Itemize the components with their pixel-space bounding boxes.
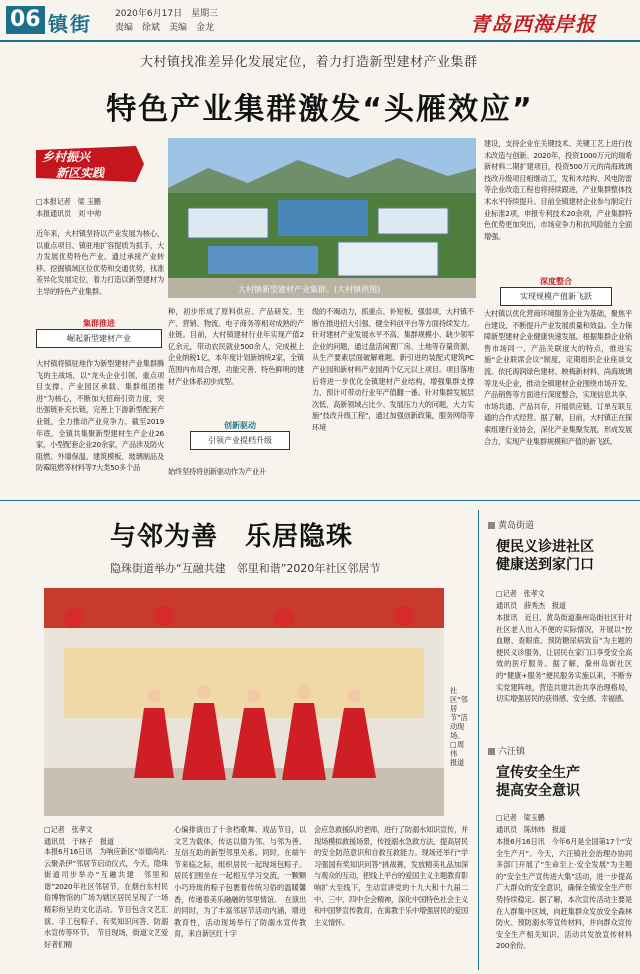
section-divider bbox=[0, 500, 640, 501]
badge-line2: 新区实践 bbox=[56, 166, 105, 180]
photo-side-caption: 社区“邻居节”活动现场。□周伟 报道 bbox=[450, 686, 468, 767]
editor-line: 责编 徐斌 美编 金龙 bbox=[115, 23, 215, 33]
article2-col3: 会应急救援队的老师，进行了防溺水知识宣传，并现场模拟救援场景，传授溺水急救方法，提高居民的安全防范意识和自救互救能力。现场还举行“学习强国有奖知识问答”挑战赛，发放精美礼品加深与观众的互动，把线上平台的爱国主义主题教育影响扩大至线下，生动宣讲党的十九大和十九届二中、三中、四中全会精神，深化中国特色社会主义和中国梦宣传教育，在寓教于乐中增强居民的爱国主义情怀。 bbox=[314, 825, 468, 927]
article3-headline bbox=[496, 538, 594, 574]
byline-reporter: □记者 张孝文 bbox=[44, 825, 93, 834]
article4-headline bbox=[496, 764, 580, 800]
subhead-label: 集群推进 bbox=[83, 319, 115, 328]
section-name: 镇街 bbox=[48, 12, 92, 36]
badge-line1: 乡村振兴 bbox=[42, 150, 91, 164]
factory-aerial-icon bbox=[168, 138, 476, 298]
byline-reporter: □记者 梁玉鹏 bbox=[496, 813, 545, 822]
article4-body: 本报6月16日讯 今年6月是全国第17个“安全生产月”。今天，六汪镇社会治理办协同多部门开展了“生命至上·安全发展”为主题的“安全生产宣传进大集”活动，进一步提高广大群众的安全意识，确保全镇安全生产形势持续稳定。据了解，本次宣传活动主要是在人群集中区域，向赶集群众发放安全森林防火、预防溺水等宣传材料，并向群众宣传安全生产相关知识。活动共发放宣传材料200余份。 bbox=[496, 837, 632, 951]
article2-col1: 本报6月16日讯 为响应新区“崇德尚礼·云聚杀伊”邻居节启动仪式，今天，隐珠街道司步举办“互融共建 邻里和谐”2020年社区邻居节，在烟台东村民俗博物馆的广场为辖区居民呈现了一场精彩纷呈的文化活动。节目包含文艺汇演、手工包粽子、有奖知识问答、防溺水宣传等环节。 节目现场，街道文艺爱好者们精 bbox=[44, 847, 168, 949]
subhead-integration bbox=[500, 276, 612, 306]
byline-correspondent: 本报通讯员 刘 中帅 bbox=[36, 208, 101, 218]
byline-reporter: □记者 张孝文 bbox=[496, 589, 545, 598]
article2-col2: 心编排演出了十余档歌舞、戏品节目，以文艺为载体，传达以德为邻、与邻为善、互信互助的新型邻里关系。同时，在端午节来临之际，组织居民一起现场包粽子。居民们围坐在一起相互学习交流，一颗颗小巧玲珑的粽子包裹着传统习俗的温暖馨香，传递着美乐融融的邻里情谊。 在演出的同时，为了丰富邻居节活动内涵，增进教育性，活动现场举行了防溺水宣传教育，来自新区红十字 bbox=[174, 825, 306, 939]
article1-byline bbox=[36, 196, 156, 219]
article1-col2: 种，初步形成了原料供应、产品研发、生产、营销、物流、电子商务等相对成熟的产业链。目前，大村镇建材行业年实现产值2亿余元，带动农民就业500余人，完成税上企业纳税1亿，本年度计划新纳统2家，全镇范围内布局合理、功能完善、特色鲜明的建材产业体系初步成型。 bbox=[168, 307, 304, 386]
subhead-cluster bbox=[36, 318, 162, 348]
article1-col1: 大村镇将镇驻地作为新型建材产业集群腾飞的主战场，以“龙头企业引领、重点项目支撑、产业园区承载、集群组团推进”为核心，不断加大招商引资力度，突出强链补充长链，完善上下游新型配套产业链，全力推动产业竞争力。截至2019年底，全镇共集聚新型建材生产企业26家，小型配套企业20余家，产品涉及防火阻燃、外墙保温、建筑模板、玻璃制品及防霉阻燃等材料等7大类50多个品 bbox=[36, 359, 164, 473]
headline-line1: 便民义诊进社区 bbox=[496, 539, 594, 555]
article4-section: 六汪镇 bbox=[488, 744, 525, 757]
subhead-title: 崛起新型建材产业 bbox=[36, 329, 162, 348]
square-bullet-icon bbox=[488, 522, 495, 529]
article1-col4: 建设，支持企业在关键技术、关键工艺上进行技术改造与创新。2020年，投资1000万元的瑞希新材料二期扩建项目，投资500万元的尚海玻璃技改升级项目相继动工，发和木结构、风电防雷等企业改造工程也将持续跟进，产业集群整体技术水平持续提升。目前全镇建材企业参与制定行业标准2项，申报专利技术20余项，产业集群特色优势更加突出，市场竞争力和抗风险能力全面增强。 bbox=[484, 139, 632, 241]
headline-line2: 健康送到家门口 bbox=[496, 557, 594, 573]
article1-deck: 大村镇找准差异化发展定位，着力打造新型建材产业集群 bbox=[140, 55, 478, 70]
article3-body: 本报讯 近日，黄岛街道滁州岛街社区针对社区老人出入不便的实际情况，开展以“控血糖、查眼底、预防糖尿病致盲”为主题的便民义诊服务，让居民在家门口享受安全高效的医疗服务。据了解，滁州岛街社区的“健康+服务”便民服务实施以来，不断夯实党建阵地，营造共建共治共享治理格局，切实增强居民的获得感、安全感、幸福感。 bbox=[496, 613, 632, 704]
rural-revival-badge bbox=[36, 146, 144, 182]
page-number: 06 bbox=[6, 6, 45, 34]
article1-col2b: 始终坚持将创新驱动作为产业升 bbox=[168, 467, 266, 476]
article4-byline bbox=[496, 812, 632, 835]
article2-headline: 与邻为善 乐居隐珠 bbox=[110, 522, 354, 552]
issue-date bbox=[115, 7, 218, 35]
subhead-title: 实现规模产值新飞跃 bbox=[500, 287, 612, 306]
byline-correspondent: 通讯员 薛秀杰 报道 bbox=[496, 600, 566, 610]
article1-col3: 级的不竭动力，抓重点、补短板、强弱项，大村镇不断在推进招大引强、健全科创平台等方面持续发力。针对建材产业发展水平不高、集群规模小、缺少领军企业的问题，通过盘活闲置厂房、土地等存量资源，从生产要素层面破解难题。新引进的装配式建筑PC产业园和新材料产业园两个亿元以上项目。项目落地后将进一步优化全镇建材产业结构，增强集群支撑力，预计可带动行业年产值翻一番。针对集群发展层次低、高新领域占比少、发展压力大的问题，大力实施“技改升级工程”，通过加强创新政策，服务网络等环境 bbox=[312, 307, 474, 432]
byline-correspondent: 通讯员 于林子 报道 bbox=[44, 836, 114, 846]
brand-logo: 青岛西海岸报 bbox=[470, 12, 596, 36]
subhead-innovation bbox=[190, 420, 290, 450]
neighbor-festival-photo bbox=[44, 588, 444, 816]
subhead-label: 深度整合 bbox=[540, 277, 572, 286]
dance-performance-icon bbox=[44, 588, 444, 816]
date-line: 2020年6月17日 星期三 bbox=[115, 9, 219, 19]
article1-headline: 特色产业集群激发“头雁效应” bbox=[106, 92, 534, 127]
industrial-park-photo bbox=[168, 138, 476, 298]
article1-lead: 近年来，大村镇坚持以产业发展为核心，以重点项目、镇驻地扩容提质为抓手，大力发展优势特色产业。通过承接产业转移、挖掘镇域区位优势和交通优势，找准差异化发展定位，着力打造以新型建材为主导的特色产业集群。 bbox=[36, 229, 164, 296]
headline-line1: 宣传安全生产 bbox=[496, 765, 580, 781]
article1-col4b: 大村镇以优化营商环境服务企业为基础，聚焦平台建设，不断提升产业发展质量和效益。全力保障新型建材企业健康快速发展。根据集群企业销售市场同一、产品关联度大的特点，推进实施“企业联席会议”制度，定期组织企业座谈交流。依托海润绿色建材、映梅新材料、尚海玻璃等龙头企业，推动全镇建材企业围绕市场开发、产品销售等方面进行深度整合，实现信息共享、市场共通、产品共存，开展供应链、订单互联互通的合作式经营。据了解，目前，大村镇正在探索组建行业协会，深化产业集聚发展，形成发展合力，实现产业集群规模和产值的新飞跃。 bbox=[484, 309, 632, 446]
article2-deck: 隐珠街道举办“互融共建 邻里和谐”2020年社区邻居节 bbox=[110, 562, 381, 575]
photo-caption: 大村镇新型建材产业集群。(大村镇供图) bbox=[238, 285, 381, 294]
square-bullet-icon bbox=[488, 748, 495, 755]
article3-section: 黄岛街道 bbox=[488, 518, 534, 531]
byline-correspondent: 通讯员 陈炜炜 报道 bbox=[496, 824, 566, 834]
article3-byline bbox=[496, 588, 632, 611]
subhead-label: 创新驱动 bbox=[224, 421, 256, 430]
subhead-title: 引领产业提档升级 bbox=[190, 431, 290, 450]
article2-byline bbox=[44, 824, 164, 847]
column-divider bbox=[478, 510, 479, 970]
headline-line2: 提高安全意识 bbox=[496, 783, 580, 799]
byline-reporter: □本报记者 梁 玉鹏 bbox=[36, 197, 101, 206]
